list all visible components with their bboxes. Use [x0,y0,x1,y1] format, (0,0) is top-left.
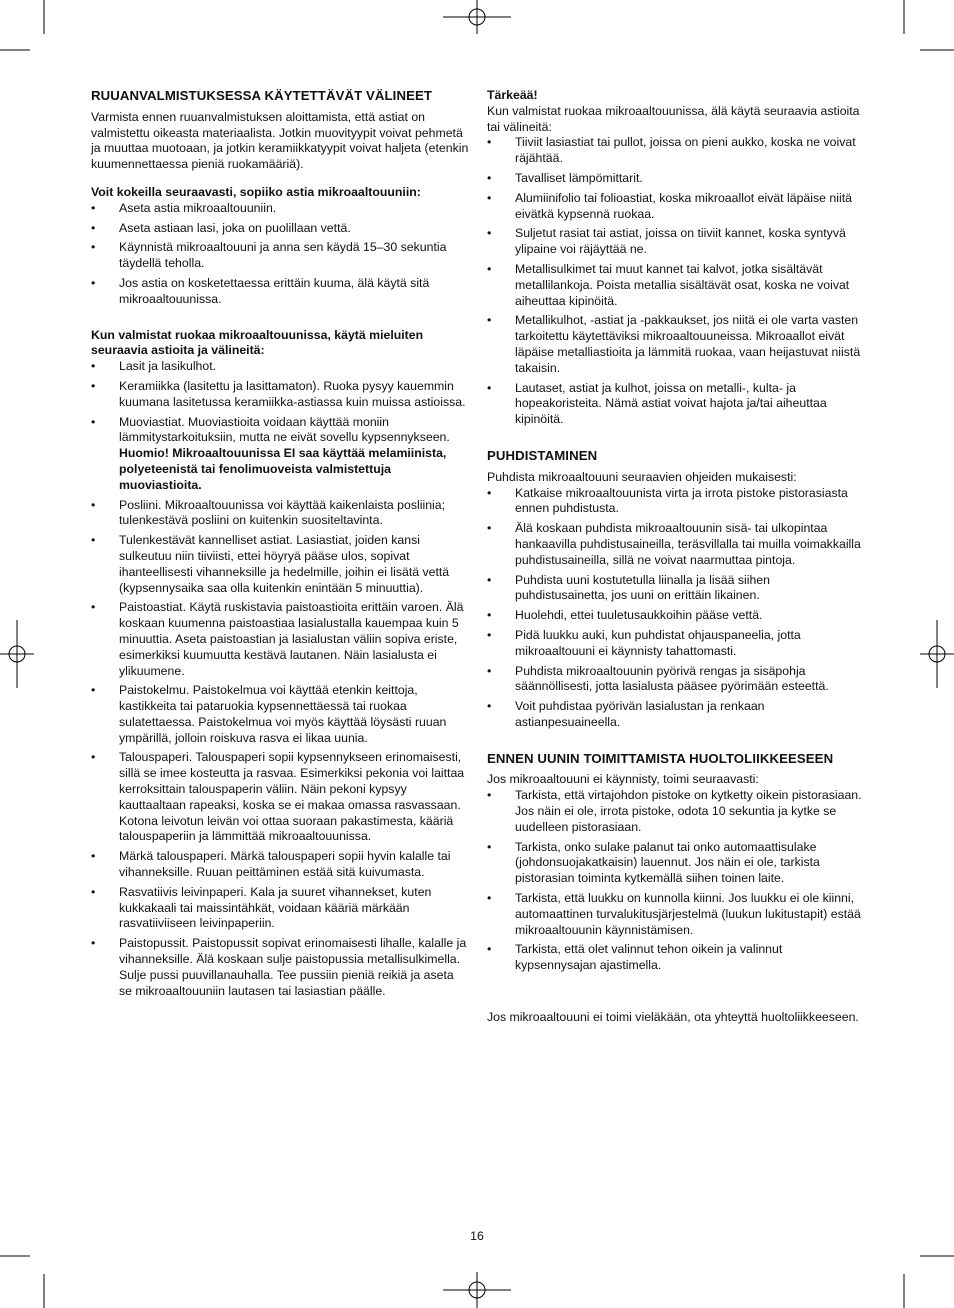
bullet-icon: • [487,699,492,714]
plastic-warning: Huomio! Mikroaaltouunissa EI saa käyttää melamiinista, polyeteenistä tai fenolimuoveista valmistettuja muoviastioita. [119,446,447,492]
list-item [487,699,865,731]
bullet-icon: • [487,521,492,536]
service-closing: Jos mikroaaltouuni ei toimi vieläkään, ota yhteyttä huoltoliikkeeseen. [487,1010,859,1025]
list-item [487,381,865,428]
list-item-text: Huolehdi, ettei tuuletusaukkoihin pääse vettä. [515,608,763,623]
list-item [91,201,469,217]
section-heading-cleaning: PUHDISTAMINEN [487,447,598,463]
list-item-text: Lasit ja lasikulhot. [119,359,217,374]
list-item [91,533,469,596]
list-item [487,191,865,223]
list-item-text: Paistokelmu. Paistokelmua voi käyttää etenkin keittoja, kastikkeita tai pataruokia kypsennettäessä tai ruokaa sulatettaessa. Paistokelmua voi myös käyttää löysästi ruuan ympärillä, jolloin roiskuva rasva ei likaa uunia. [119,683,447,745]
list-item-text: Märkä talouspaperi. Märkä talouspaperi sopii hyvin kalalle tai vihanneksille. Ruuan peittäminen estää sitä kuivumasta. [119,849,451,880]
list-item-text: Aseta astiaan lasi, joka on puolillaan vettä. [119,220,351,235]
list-item [91,415,469,494]
list-item [487,521,865,568]
list-item [487,891,865,938]
left-column [91,88,469,1013]
bullet-icon: • [487,380,492,395]
list-item-text: Pidä luukku auki, kun puhdistat ohjauspaneelia, jotta mikroaaltouuni ei käynnisty tahattomasti. [515,627,801,658]
list-item [487,840,865,887]
bullet-icon: • [487,663,492,678]
list-item-text: Keramiikka (lasitettu ja lasittamaton). Ruoka pysyy kauemmin kuumana lasitetussa keramiikka-astiassa kuin muissa astioissa. [119,378,466,409]
list-item [487,226,865,258]
list-item-text: Voit puhdistaa pyörivän lasialustan ja renkaan astianpesuaineella. [515,699,765,729]
list-item [487,171,865,187]
list-item-text: Aseta astia mikroaaltouuniin. [119,200,277,215]
bullet-icon: • [487,839,492,854]
list-item-text: Posliini. Mikroaaltouunissa voi käyttää kaikenlaista posliinia; tulenkestävä posliini on kuitenkin suositeltavinta. [119,497,446,528]
list-item-text: Tavalliset lämpömittarit. [515,170,643,185]
list-item-text: Tarkista, että virtajohdon pistoke on kytketty oikein pistorasiaan. Jos näin ei ole, irrota pistoke, odota 10 sekuntia ja kytke se uudelleen pistorasiaan. [515,788,862,834]
plastic-text: Muoviastiat. Muoviastioita voidaan käyttää moniin lämmitystarkoituksiin, mutta ne eivät sovellu kypsennykseen. [119,414,450,445]
service-checks-list [487,788,865,974]
list-item-text: Metallikulhot, -astiat ja -pakkaukset, jos niitä ei ole varta vasten tarkoitettu käytettäviksi mikroaaltouuneissa. Mikroaallot eivät läpäise metalliastioita ja lämmitä ruokaa, vaan heijastuvat niistä takaisin. [515,313,861,375]
bullet-icon: • [91,359,96,374]
bullet-icon: • [91,200,96,215]
list-item [487,262,865,309]
list-item [487,486,865,518]
bullet-icon: • [91,884,96,899]
bullet-icon: • [487,942,492,957]
list-item-text: Tarkista, että luukku on kunnolla kiinni. Jos luukku ei ole kiinni, automaattinen turvalukitusjärjestelmä (luukun lukitustapit) estää mikroaaltouunin käynnistämisen. [515,891,861,937]
bullet-icon: • [91,600,96,615]
list-item [91,498,469,530]
bullet-icon: • [487,313,492,328]
list-item-text: Tarkista, että olet valinnut tehon oikein ja valinnut kypsennysajan ajastimella. [515,942,783,973]
bullet-icon: • [91,497,96,512]
list-item [91,750,469,845]
bullet-icon: • [91,849,96,864]
prefer-intro: Kun valmistat ruokaa mikroaaltouunissa, käytä mieluiten seuraavia astioita ja välineitä: [91,327,424,358]
bullet-icon: • [91,936,96,951]
list-item [487,313,865,376]
list-item-text: Käynnistä mikroaaltouuni ja anna sen käydä 15–30 sekuntia täydellä teholla. [119,240,447,271]
service-intro: Jos mikroaaltouuni ei käynnisty, toimi seuraavasti: [487,772,759,787]
list-item [487,573,865,605]
bullet-icon: • [91,275,96,290]
bullet-icon: • [487,170,492,185]
bullet-icon: • [487,608,492,623]
list-item [487,942,865,974]
list-item [487,664,865,696]
list-item [487,628,865,660]
utensils-intro: Varmista ennen ruuanvalmistuksen aloittamista, että astiat on valmistettu oikeasta materiaalista. Jotkin muovityypit voivat pehmetä ja muuttaa muotoaan, ja jotkin keramiikkatyypit voivat haljeta (etenkin kuumennettaessa pieniä ruokamääriä). [91,109,469,172]
list-item [91,600,469,679]
list-item-text: Rasvatiivis leivinpaperi. Kala ja suuret vihannekset, kuten kukkakaali tai maissintähkät, voidaan kääriä märkään rasvatiiviiseen leivinpaperiin. [119,884,432,931]
list-item [487,608,865,624]
list-item-text: Paistopussit. Paistopussit sopivat erinomaisesti lihalle, kalalle ja vihanneksille. Älä koskaan sulje paistopussia metallisulkimella. Sulje pussi puuvillanauhalla. Tee pussiin pieniä reikiä ja aseta se mikroaaltouuniin lautasen tai lasiastian päälle. [119,936,467,998]
list-item [91,683,469,746]
bullet-icon: • [487,891,492,906]
bullet-icon: • [487,485,492,500]
bullet-icon: • [91,414,96,429]
bullet-icon: • [91,220,96,235]
preferred-utensils-list [91,359,469,999]
bullet-icon: • [487,627,492,642]
list-item-text: Talouspaperi. Talouspaperi sopii kypsennykseen erinomaisesti, sillä se imee kosteutta ja rasvaa. Esimerkiksi pekonia voi laittaa kerroksittain talouspaperin väliin. Näin pekoni kypsyy kauttaaltaan rapeaksi, koska se ei makaa omassa rasvassaan. Kotona leivotun leivän voi ottaa suoraan pakastimesta, kääriä talouspaperiin ja lämmittää mikroaaltouunissa. [119,750,465,844]
list-item [91,276,469,308]
list-item-text: Tiiviit lasiastiat tai pullot, joissa on pieni aukko, koska ne voivat räjähtää. [515,135,856,166]
section-heading-utensils: RUUANVALMISTUKSESSA KÄYTETTÄVÄT VÄLINEET [91,88,433,103]
list-item-text: Paistoastiat. Käytä ruskistavia paistoastioita erittäin varoen. Älä koskaan kuumenna paistoastiaa lasialustalla kauempaa kuin 5 minuuttia. Aseta paistoastian ja lasialustan väliin sopiva eriste, esimerkiksi kuumuutta kestävä lautanen. Näin lasialusta ei ylikuumene. [119,600,464,678]
cleaning-intro: Puhdista mikroaaltouuni seuraavien ohjeiden mukaisesti: [487,469,797,484]
bullet-icon: • [91,683,96,698]
list-item [91,849,469,881]
list-item-text: Tulenkestävät kannelliset astiat. Lasiastiat, joiden kansi sulkeutuu niin tiiviisti, ettei höyryä pääse ulos, sopivat ihanteellisesti vihanneksille ja hedelmille, joihin ei lisätä vettä (kypsennysaika saa olla kuitenkin enintään 5 minuuttia). [119,533,450,595]
list-item-text: Metallisulkimet tai muut kannet tai kalvot, jotka sisältävät metallilankoja. Poista metallia sisältävät osat, koska ne voivat aiheuttaa kipinöitä. [515,261,850,308]
forbidden-utensils-list [487,135,865,428]
page-number: 16 [470,1229,484,1243]
test-intro: Voit kokeilla seuraavasti, sopiiko astia mikroaaltouuniin: [91,184,421,199]
bullet-icon: • [91,750,96,765]
bullet-icon: • [487,788,492,803]
list-item-text: Suljetut rasiat tai astiat, joissa on tiiviit kannet, koska syntyvä ylipaine voi räjäyttää ne. [515,226,846,257]
important-intro: Kun valmistat ruokaa mikroaaltouunissa, älä käytä seuraavia astioita tai välineitä: [487,103,860,134]
list-item-text: Lautaset, astiat ja kulhot, joissa on metalli-, kulta- ja hopeakoristeita. Nämä astiat voivat hajota ja/tai aiheuttaa kipinöitä. [515,380,827,427]
right-column [487,88,865,1026]
list-item [91,359,469,375]
important-title: Tärkeää! [487,88,538,102]
list-item [91,936,469,999]
bullet-icon: • [487,135,492,150]
list-item-text: Puhdista uuni kostutetulla liinalla ja lisää siihen puhdistusainetta, jos uuni on erittäin likainen. [515,572,770,603]
list-item [487,788,865,835]
section-heading-service: ENNEN UUNIN TOIMITTAMISTA HUOLTOLIIKKEESEEN [487,750,834,766]
list-item-text: Älä koskaan puhdista mikroaaltouunin sisä- tai ulkopintaa hankaavilla puhdistusaineilla, teräsvillalla tai muilla voimakkailla puhdistusaineilla, sillä ne voivat naarmuttaa pintoja. [515,521,861,567]
list-item-text: Alumiinifolio tai folioastiat, koska mikroaallot eivät läpäise niitä eivätkä kypsennä ruokaa. [515,190,852,221]
list-item [91,885,469,932]
list-item-text: Jos astia on kosketettaessa erittäin kuuma, älä käytä sitä mikroaaltouunissa. [119,275,430,306]
list-item [91,379,469,411]
bullet-icon: • [487,190,492,205]
list-item [91,240,469,272]
bullet-icon: • [487,226,492,241]
test-steps-list [91,201,469,308]
bullet-icon: • [487,261,492,276]
list-item-text: Puhdista mikroaaltouunin pyörivä rengas ja sisäpohja säännöllisesti, jotta lasialusta pääsee pyörimään esteettä. [515,663,829,694]
bullet-icon: • [487,572,492,587]
list-item-text: Katkaise mikroaaltouunista virta ja irrota pistoke pistorasiasta ennen puhdistusta. [515,485,848,516]
list-item-text: Tarkista, onko sulake palanut tai onko automaattisulake (johdonsuojakatkaisin) lauennut. Jos näin ei ole, tarkista pistorasian toiminta kytkemällä siihen toinen laite. [515,839,820,886]
bullet-icon: • [91,240,96,255]
list-item [487,135,865,167]
cleaning-steps-list [487,486,865,731]
list-item [91,221,469,237]
bullet-icon: • [91,378,96,393]
bullet-icon: • [91,533,96,548]
